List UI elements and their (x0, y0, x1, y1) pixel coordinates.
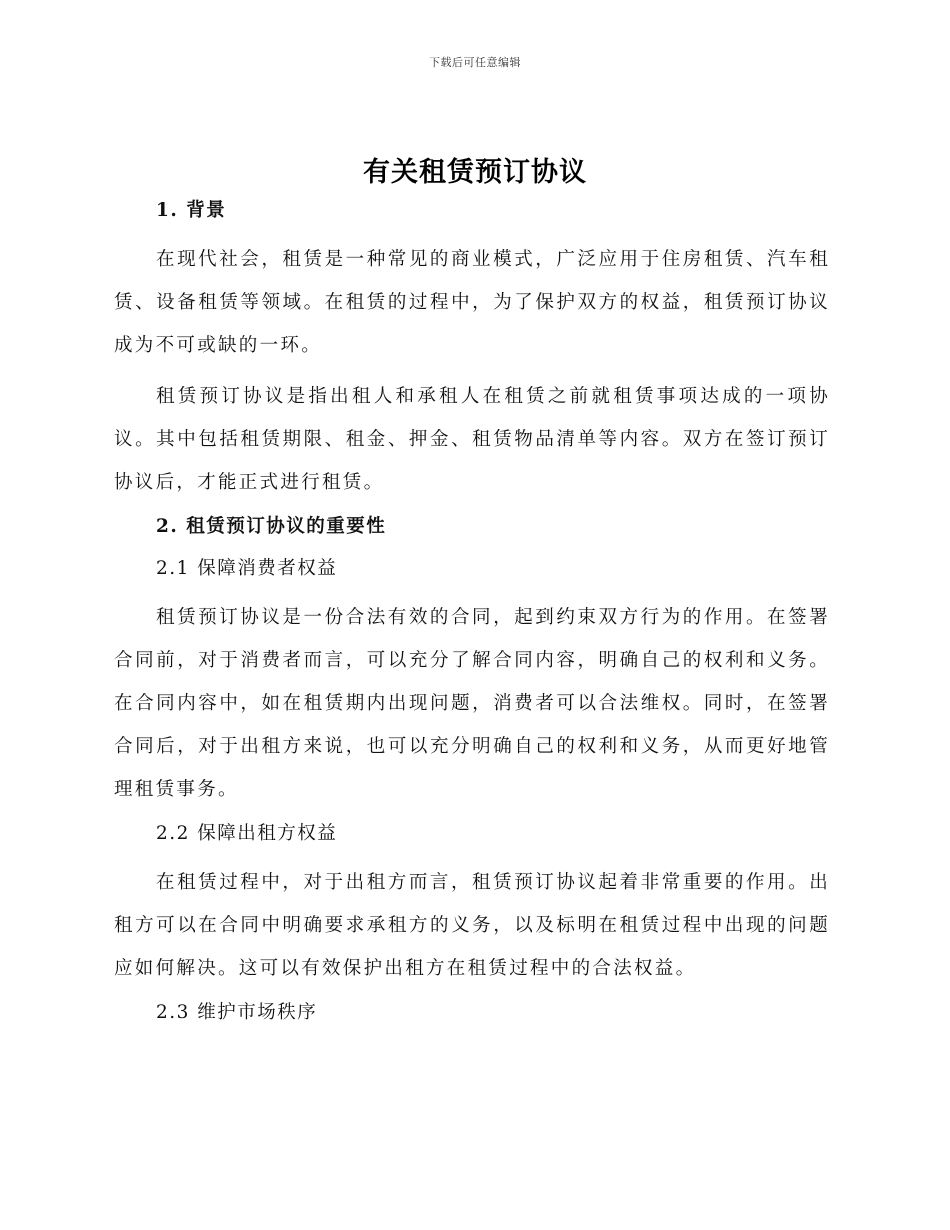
paragraph: 租赁预订协议是指出租人和承租人在租赁之前就租赁事项达成的一项协议。其中包括租赁期限、租金、押金、租赁物品清单等内容。双方在签订预订协议后，才能正式进行租赁。 (114, 386, 830, 493)
paragraph: 在租赁过程中，对于出租方而言，租赁预订协议起着非常重要的作用。出租方可以在合同中明确要求承租方的义务，以及标明在租赁过程中出现的问题应如何解决。这可以有效保护出租方在租赁过程中的合法权益。 (114, 872, 830, 979)
paragraph: 在现代社会，租赁是一种常见的商业模式，广泛应用于住房租赁、汽车租赁、设备租赁等领域。在租赁的过程中，为了保护双方的权益，租赁预订协议成为不可或缺的一环。 (114, 249, 830, 356)
subsection-heading-consumer: 2.1 保障消费者权益 (156, 558, 338, 579)
section-heading-background: 1. 背景 (156, 200, 227, 221)
section-heading-importance: 2. 租赁预订协议的重要性 (156, 516, 387, 537)
subsection-heading-market: 2.3 维护市场秩序 (156, 1002, 318, 1023)
header-note: 下载后可任意编辑 (429, 56, 521, 69)
document-title: 有关租赁预订协议 (363, 157, 587, 188)
subsection-heading-lessor: 2.2 保障出租方权益 (156, 823, 338, 844)
document-body (114, 196, 830, 1040)
paragraph: 租赁预订协议是一份合法有效的合同，起到约束双方行为的作用。在签署合同前，对于消费者而言，可以充分了解合同内容，明确自己的权利和义务。在合同内容中，如在租赁期内出现问题，消费者可以合法维权。同时，在签署合同后，对于出租方来说，也可以充分明确自己的权利和义务，从而更好地管理租赁事务。 (114, 607, 830, 800)
